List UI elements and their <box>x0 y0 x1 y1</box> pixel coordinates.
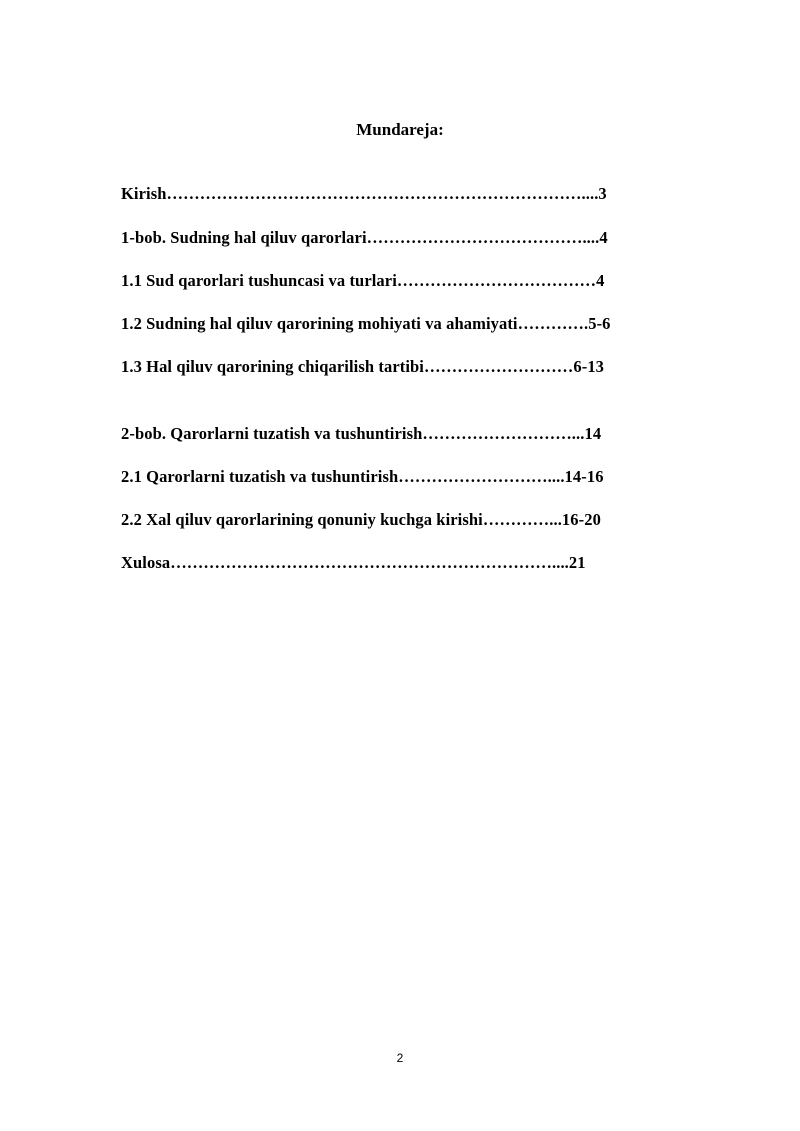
toc-entry-section-1-1: 1.1 Sud qarorlari tushuncasi va turlari………………………………4 <box>121 271 605 290</box>
toc-entry-xulosa: Xulosa……………………………………………………………....21 <box>121 553 586 572</box>
toc-entry-section-2-2: 2.2 Xal qiluv qarorlarining qonuniy kuchga kirishi…………...16-20 <box>121 510 601 529</box>
page-number: 2 <box>396 1051 404 1065</box>
toc-entry-kirish: Kirish…………………………………………………………………....3 <box>121 184 607 203</box>
toc-entry-chapter-1: 1-bob. Sudning hal qiluv qarorlari…………………………………....4 <box>121 228 608 247</box>
toc-entry-chapter-2: 2-bob. Qarorlarni tuzatish va tushuntirish………………………...14 <box>121 424 602 443</box>
toc-entry-section-1-2: 1.2 Sudning hal qiluv qarorining mohiyati va ahamiyati………….5-6 <box>121 314 611 333</box>
toc-entry-section-2-1: 2.1 Qarorlarni tuzatish va tushuntirish………………………....14-16 <box>121 467 604 486</box>
page-title: Mundareja: <box>356 120 444 139</box>
toc-entry-section-1-3: 1.3 Hal qiluv qarorining chiqarilish tartibi………………………6-13 <box>121 357 605 376</box>
